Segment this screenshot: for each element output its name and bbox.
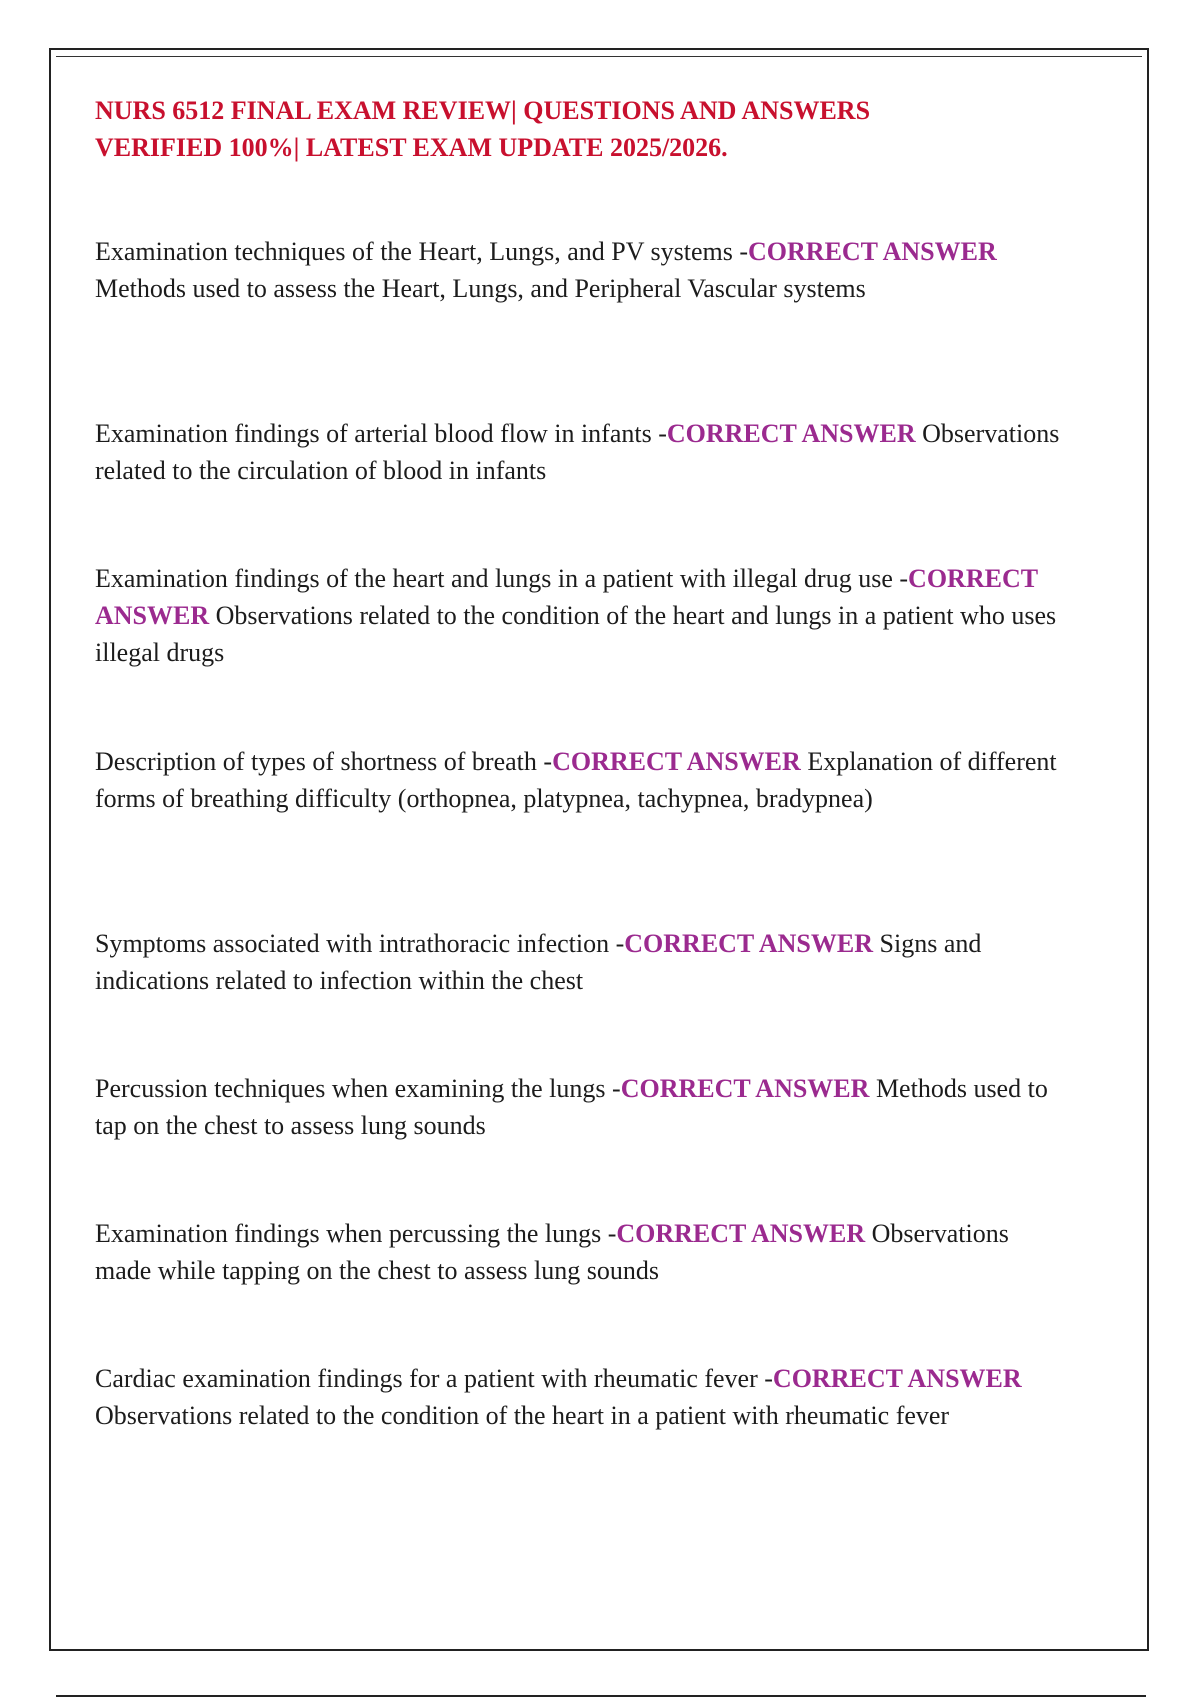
qa-question: Symptoms associated with intrathoracic infection - [95,929,625,958]
qa-answer: Explanation of different forms of breathing difficulty (orthopnea, platypnea, tachypnea, bradypnea) [95,747,1057,813]
qa-answer: Methods used to tap on the chest to assess lung sounds [95,1074,1048,1140]
qa-item [95,1215,1060,1289]
qa-answer: Observations related to the condition of the heart in a patient with rheumatic fever [95,1401,950,1430]
correct-answer-tag: CORRECT ANSWER [748,237,997,266]
qa-answer: Observations related to the condition of the heart and lungs in a patient who uses illegal drugs [95,601,1057,667]
correct-answer-tag: CORRECT ANSWER [616,1219,866,1248]
qa-answer: Methods used to assess the Heart, Lungs, and Peripheral Vascular systems [95,274,866,303]
qa-answer: Observations related to the circulation of blood in infants [95,419,1060,485]
qa-item [95,925,1060,999]
document-title: NURS 6512 FINAL EXAM REVIEW| QUESTIONS AND ANSWERS VERIFIED 100%| LATEST EXAM UPDATE 2025/2026. [95,96,871,162]
qa-question: Examination techniques of the Heart, Lungs, and PV systems - [95,237,749,266]
qa-question: Percussion techniques when examining the lungs - [95,1074,621,1103]
qa-item [95,233,1060,307]
correct-answer-tag: CORRECT ANSWER [552,747,801,776]
correct-answer-tag: CORRECT ANSWER [624,929,874,958]
correct-answer-tag: CORRECT ANSWER [772,1364,1022,1393]
qa-item [95,560,1060,671]
qa-question: Description of types of shortness of breath - [95,747,553,776]
qa-answer: Signs and indications related to infection within the chest [95,929,982,995]
qa-item [95,743,1060,817]
correct-answer-tag: CORRECT ANSWER [666,419,916,448]
qa-question: Examination findings of arterial blood flow in infants - [95,419,667,448]
qa-answer: Observations made while tapping on the chest to assess lung sounds [95,1219,1009,1285]
qa-question: Cardiac examination findings for a patient with rheumatic fever - [95,1364,773,1393]
top-divider [56,56,1142,57]
qa-question: Examination findings of the heart and lungs in a patient with illegal drug use - [95,564,909,593]
correct-answer-tag: CORRECT ANSWER [620,1074,870,1103]
qa-item [95,415,1060,489]
qa-item [95,1070,1060,1144]
correct-answer-tag: CORRECT ANSWER [95,564,1038,630]
qa-question: Examination findings when percussing the lungs - [95,1219,617,1248]
bottom-divider [56,1695,1146,1697]
qa-item [95,1360,1060,1434]
